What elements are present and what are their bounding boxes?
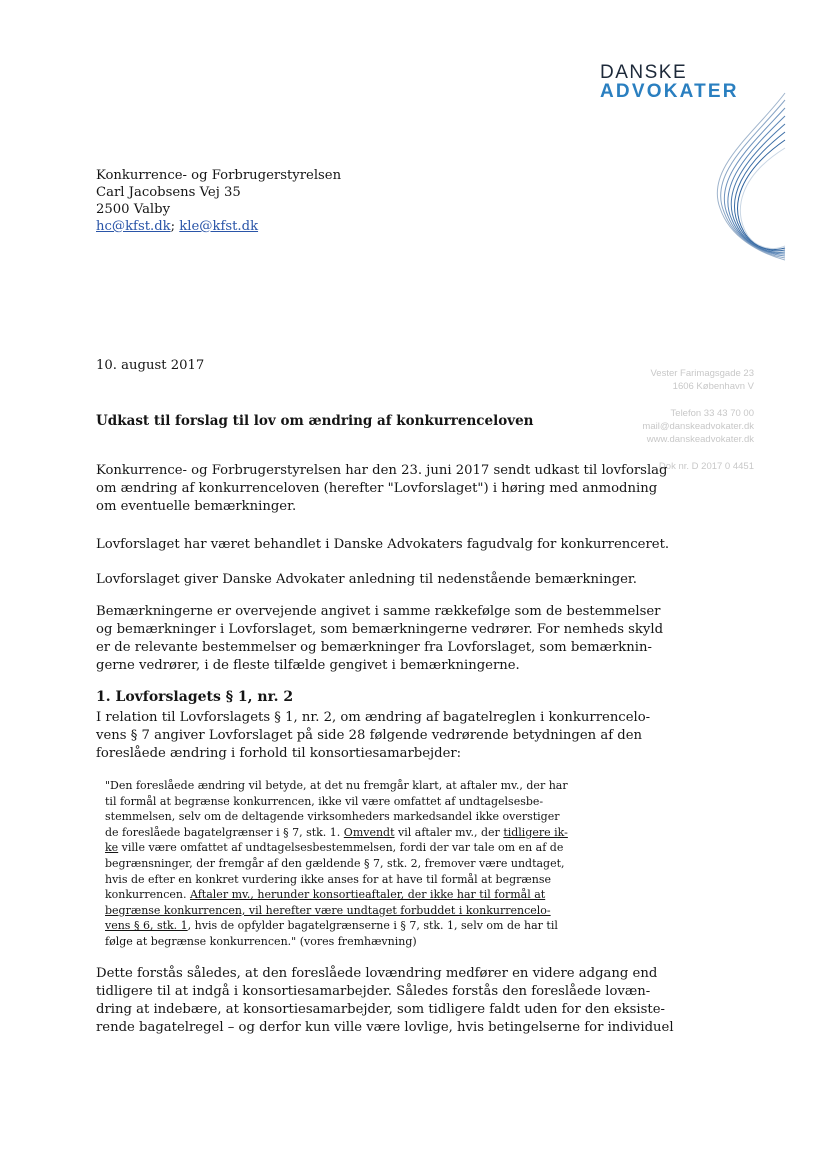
recipient-street: Carl Jacobsens Vej 35 [96,185,241,200]
quote-line: hvis de efter en konkret vurdering ikke anses for at have til formål at begrænse [105,872,551,886]
paragraph-fagudvalg [96,536,670,554]
text-line: I relation til Lovforslagets § 1, nr. 2, om ændring af bagatelreglen i konkurrencelo- [96,710,651,725]
letter-date: 10. august 2017 [96,358,205,373]
quote-line: stemmelsen, selv om de deltagende virksomheders markedsandel ikke overstiger [105,810,560,824]
email-separator: ; [170,219,176,234]
paragraph-order [96,603,664,675]
text-line: rende bagatelregel – og derfor kun ville være lovlige, hvis betingelserne for individuel [96,1020,674,1035]
text-line: vens § 7 angiver Lovforslaget på side 28 følgende vedrørende betydningen af den [96,728,643,743]
text-line: Konkurrence- og Forbrugerstyrelsen har den 23. juni 2017 sendt udkast til lovforslag [96,463,668,478]
text-line: tidligere til at indgå i konsortiesamarbejder. Således forstås den foreslåede lovæn- [96,984,651,999]
quote-line [105,887,545,903]
quote-line [105,825,568,841]
quote-emphasis: Omvendt [343,825,395,839]
quote-emphasis: tidligere ik- [503,825,568,839]
paragraph-intro [96,462,668,516]
section-heading-1: 1. Lovforslagets § 1, nr. 2 [96,689,294,705]
quote-line: følge at begrænse konkurrencen." (vores fremhævning) [105,934,417,948]
quote-fragment: ville være omfattet af undtagelsesbestemmelsen, fordi der var tale om en af de [118,841,564,855]
recipient-address [96,167,341,235]
sender-address [590,367,754,393]
paragraph-relation [96,709,651,763]
text-line: gerne vedrører, i de fleste tilfælde gengivet i bemærkningerne. [96,658,520,673]
paragraph-conclusion [96,965,674,1037]
text-line: og bemærkninger i Lovforslaget, som bemærkningerne vedrører. For nemheds skyld [96,622,664,637]
sender-web: www.danskeadvokater.dk [646,434,754,445]
quote-fragment: de foreslåede bagatelgrænser i § 7, stk. 1. [105,825,344,839]
sender-email: mail@danskeadvokater.dk [642,421,754,432]
text-line: Lovforslaget giver Danske Advokater anledning til nedenstående bemærkninger. [96,572,637,587]
quote-line [105,918,558,934]
recipient-emails [96,218,341,235]
sender-docno: Dok nr. D 2017 0 4451 [658,461,754,472]
letter-subject: Udkast til forslag til lov om ændring af konkurrenceloven [96,413,534,429]
text-line: Bemærkningerne er overvejende angivet i samme rækkefølge som de bestemmelser [96,604,661,619]
text-line: er de relevante bestemmelser og bemærkninger fra Lovforslaget, som bemærknin- [96,640,652,655]
quote-emphasis: Aftaler mv., herunder konsortieaftaler, der ikke har til formål at [189,888,546,902]
quote-line [105,903,551,919]
email-link-kle[interactable]: kle@kfst.dk [179,219,259,234]
email-link-hc[interactable]: hc@kfst.dk [96,219,171,234]
quote-line: "Den foreslåede ændring vil betyde, at det nu fremgår klart, at aftaler mv., der har [105,779,568,792]
quote-fragment: , hvis de opfylder bagatelgrænserne i § 7, stk. 1, selv om de har til [187,919,558,933]
paragraph-anledning [96,571,637,589]
text-line: om ændring af konkurrenceloven (herefter "Lovforslaget") i høring med anmodning [96,481,658,496]
sender-address-line1: Vester Farimagsgade 23 [650,368,754,379]
logo-text-advokater: ADVOKATER [600,81,739,102]
quote-fragment: vil aftaler mv., der [394,825,504,839]
quote-emphasis: ke [105,841,119,855]
quote-emphasis: begrænse konkurrencen, vil herefter være undtaget forbuddet i konkurrencelo- [105,903,551,917]
quote-line: begrænsninger, der fremgår af den gældende § 7, stk. 2, fremover være undtaget, [105,856,565,870]
quote-emphasis: vens § 6, stk. 1 [105,919,188,933]
sender-phone: Telefon 33 43 70 00 [670,408,754,419]
recipient-name: Konkurrence- og Forbrugerstyrelsen [96,168,342,183]
text-line: Lovforslaget har været behandlet i Danske Advokaters fagudvalg for konkurrenceret. [96,537,670,552]
quote-line [105,840,564,856]
quote-line: til formål at begrænse konkurrencen, ikke vil være omfattet af undtagelsesbe- [105,794,544,808]
text-line: Dette forstås således, at den foreslåede lovændring medfører en videre adgang end [96,966,658,981]
sender-address-line2: 1606 København V [672,381,754,392]
text-line: dring at indebære, at konsortiesamarbejder, som tidligere faldt uden for den eksiste- [96,1002,665,1017]
recipient-city: 2500 Valby [96,202,171,217]
logo-text-danske: DANSKE [600,62,688,83]
logo-swirl-icon [700,88,790,268]
sender-contact [590,407,754,446]
text-line: foreslåede ændring i forhold til konsortiesamarbejder: [96,746,462,761]
text-line: om eventuelle bemærkninger. [96,499,297,514]
block-quote [105,778,568,950]
quote-fragment: konkurrencen. [105,888,190,902]
